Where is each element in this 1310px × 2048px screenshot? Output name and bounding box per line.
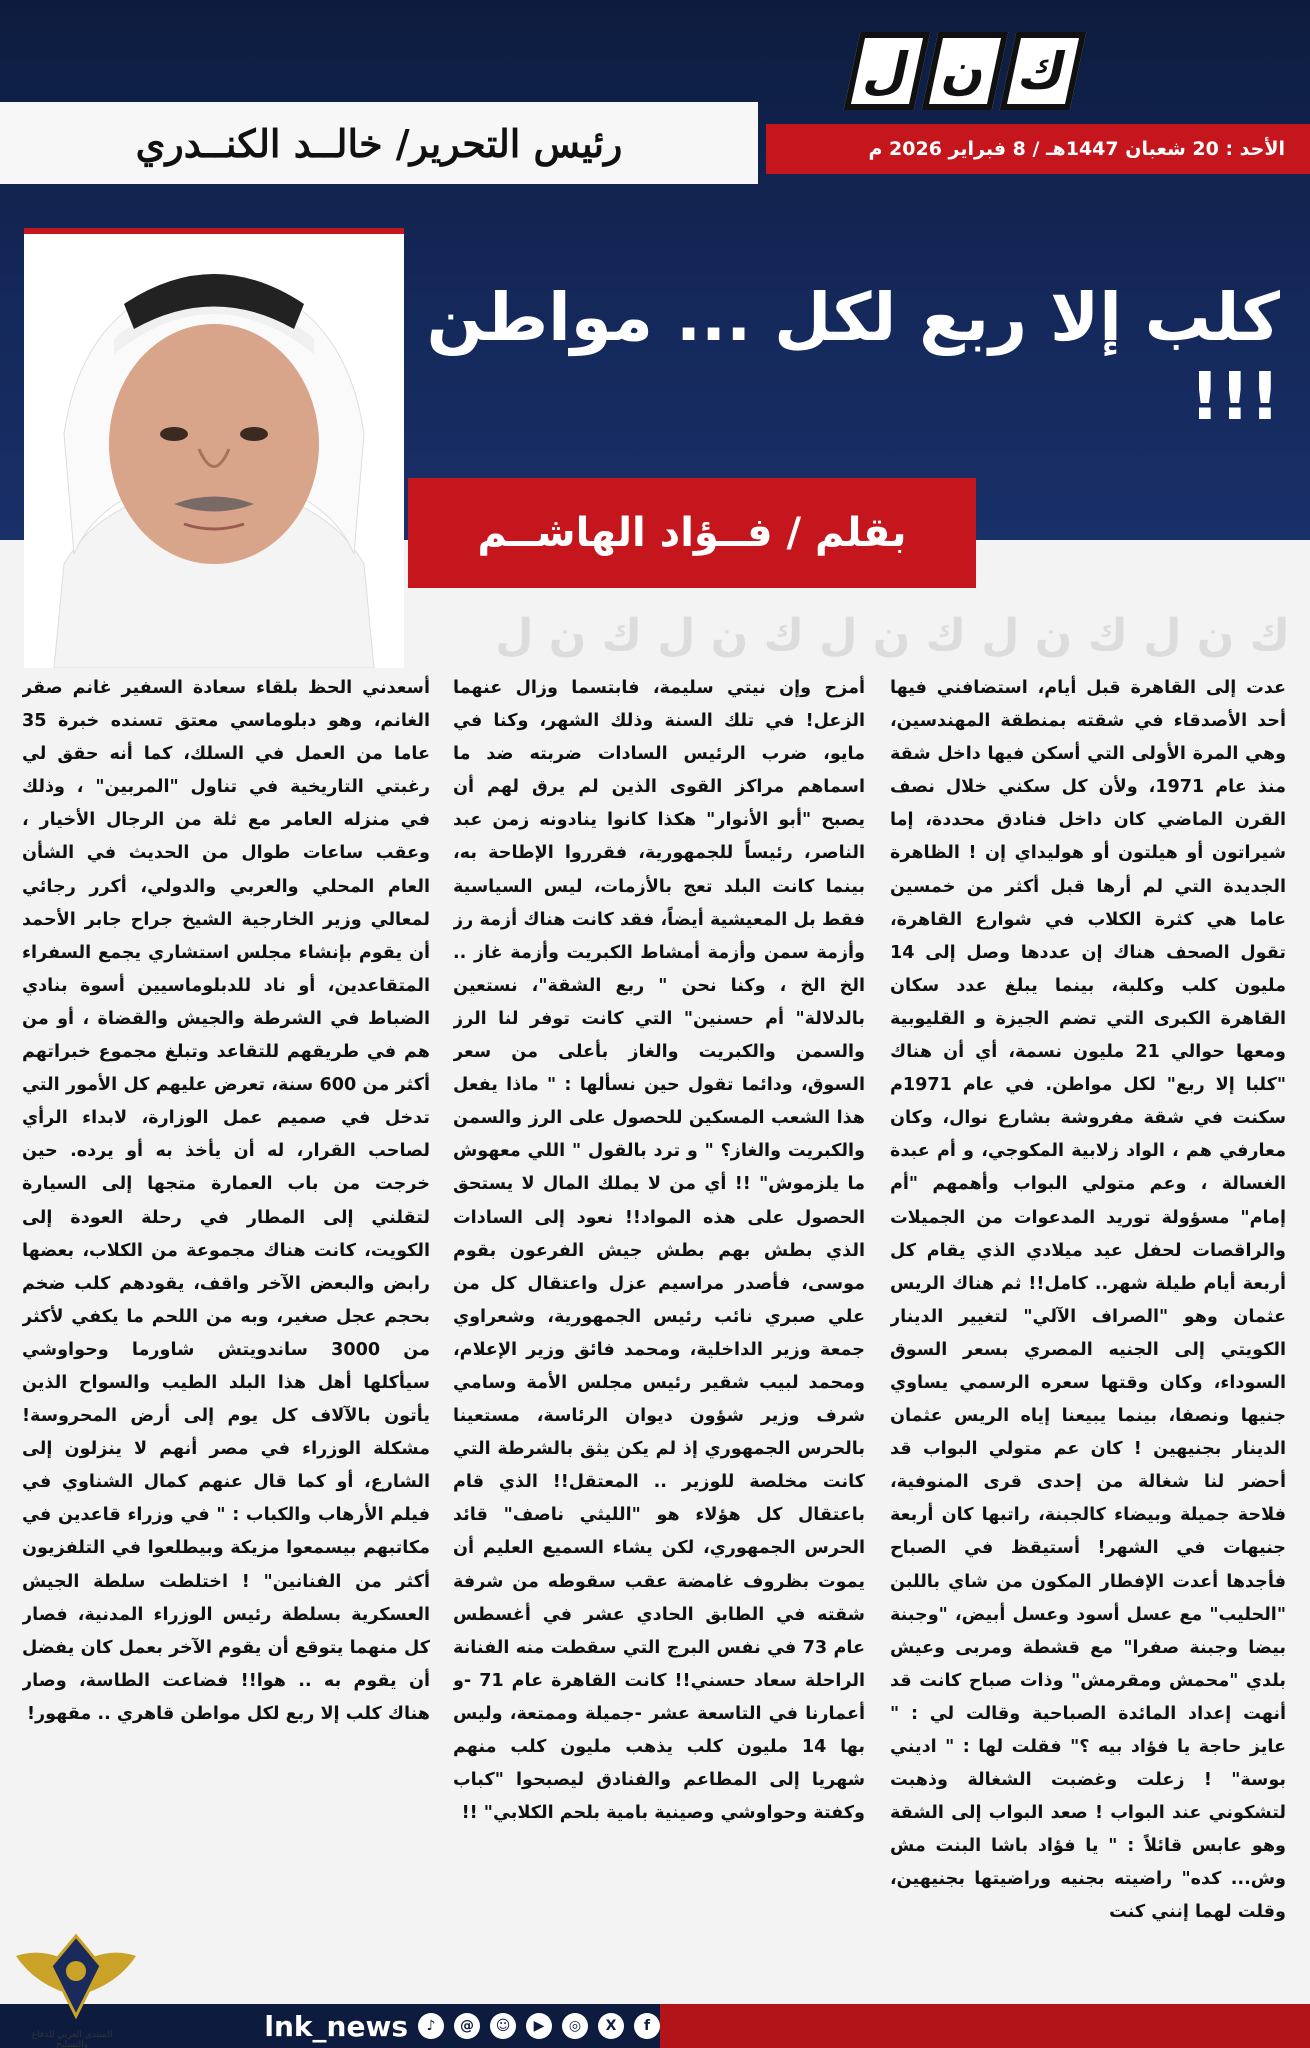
instagram-icon[interactable]: ◎ [562, 2013, 588, 2039]
column-text: أمزح وإن نيتي سليمة، فابتسما وزال عنهما الزعل! في تلك السنة وذلك الشهر، وكنا في مايو، ضرب الرئيس السادات ضربته ضد ما اسماهم مراكز القوى الذين لم يرق لهم أن يصبح "أبو الأنوار" هكذا كانوا ينادونه زمن عبد الناصر، رئيساً للجمهورية، فقرروا الإطاحة به، بينما كانت البلد تعج بالأزمات، ليس السياسية فقط بل المعيشية أيضاً، فقد كانت هناك أزمة رز وأزمة سمن وأزمة أمشاط الكبريت وأزمة غاز .. الخ الخ ، وكنا نحن " ربع الشقة"، نستعين بالدلالة" أم حسنين" التي كانت توفر لنا الرز والسمن والكبريت والغاز بأعلى من سعر السوق، ودائما تقول حين نسألها : " ماذا يفعل هذا الشعب المسكين للحصول على الرز والسمن والكبريت والغاز؟ " و ترد بالقول " اللي معهوش ما يلزموش" !! أي من لا يملك المال لا يستحق الحصول على هذه المواد!! نعود إلى السادات الذي بطش بهم بطش جيش الفرعون بقوم موسى، فأصدر مراسيم عزل واعتقال كل من علي صبري نائب رئيس الجمهورية، وشعراوي جمعة وزير الداخلية، ومحمد فائق وزير الإعلام، ومحمد لبيب شقير رئيس مجلس الأمة وسامي شرف وزير شؤون ديوان الرئاسة، مستعينا بالحرس الجمهوري إذ لم يكن يثق بالشرطة التي كانت مخلصة للوزير .. المعتقل!! الذي قام باعتقال كل هؤلاء هو "الليثي ناصف" قائد الحرس الجمهوري، لكن يشاء السميع العليم أن يموت بظروف غامضة عقب سقوطه من شرفة شقته في الطابق الحادي عشر في أغسطس عام 73 في نفس البرج التي سقطت منه الفنانة الراحلة سعاد حسني!! كانت القاهرة عام 71 -و أعمارنا في التاسعة عشر -جميلة وممتعة، وليس بها 14 مليون كلب يذهب مليون كلب منهم شهريا إلى المطاعم والفنادق ليصبحوا "كباب وكفتة وحواوشي وصينية بامية بلحم الكلابي" !! [453, 678, 865, 1824]
article-column-2 [453, 672, 865, 2002]
snapchat-icon[interactable]: ☺ [490, 2013, 516, 2039]
logo-letter: ك [1000, 32, 1087, 110]
tiktok-icon[interactable]: ♪ [418, 2013, 444, 2039]
article-byline: بقلم / فــؤاد الهاشــم [408, 478, 976, 588]
logo-letter: ل [844, 32, 931, 110]
author-portrait-illustration [24, 234, 404, 668]
issue-date: الأحد : 20 شعبان 1447هـ / 8 فبراير 2026 م [766, 124, 1310, 174]
facebook-icon[interactable]: f [634, 2013, 660, 2039]
article-column-3 [22, 672, 430, 2002]
forum-badge-caption: المنتدى العربي للدفاع والتسليح [31, 2030, 113, 2048]
threads-icon[interactable]: @ [454, 2013, 480, 2039]
article-title: كلب إلا ربع لكل ... مواطن !!! [426, 279, 1280, 436]
article-column-1 [890, 672, 1286, 2002]
editor-in-chief: رئيس التحرير/ خالــد الكنــدري [0, 102, 758, 184]
author-photo [24, 228, 404, 668]
logo-watermark: ك ن ل ك ن ل ك ن ل ك ن ل ك ن ل [495, 610, 1290, 661]
forum-badge-icon [6, 1916, 146, 2048]
site-logo [852, 32, 1078, 110]
x-icon[interactable]: X [598, 2013, 624, 2039]
youtube-icon[interactable]: ▶ [526, 2013, 552, 2039]
logo-letter: ن [922, 32, 1009, 110]
column-text: عدت إلى القاهرة قبل أيام، استضافني فيها أحد الأصدقاء في شقته بمنطقة المهندسين، وهي المرة الأولى التي أسكن فيها داخل شقة منذ عام 1971، ولأن كل سكني خلال نصف القرن الماضي كان داخل فنادق محددة، إما شيراتون أو هيلتون أو هوليداي إن ! الظاهرة الجديدة التي لم أرها قبل أكثر من خمسين عاما هي كثرة الكلاب في شوارع القاهرة، تقول الصحف هناك إن عددها وصل إلى 14 مليون كلب وكلبة، بينما يبلغ عدد سكان القاهرة الكبرى التي تضم الجيزة و القليوبية ومعها حوالي 21 مليون نسمة، أي أن هناك "كلبا إلا ربع" لكل مواطن. في عام 1971م سكنت في شقة مفروشة بشارع نوال، وكان معارفي هم ، الواد زلابية المكوجي، و أم عبدة الغسالة ، وعم متولي البواب وأهمهم "أم إمام" مسؤولة توريد المدعوات من الجميلات والراقصات لحفل عيد ميلادي الذي يقام كل أربعة أيام طيلة شهر.. كامل!! ثم هناك الريس عثمان وهو "الصراف الآلي" لتغيير الدينار الكويتي إلى الجنيه المصري بسعر السوق السوداء، وكان وقتها سعره الرسمي يساوي جنيها ونصفا، بينما يبيعنا إياه الريس عثمان الدينار بجنيهين ! كان عم متولي البواب قد أحضر لنا شغالة من إحدى قرى المنوفية، فلاحة جميلة وبيضاء كالجبنة، راتبها كان أربعة جنيهات في الشهر! أستيقظ في الصباح فأجدها أعدت الإفطار المكون من شاي باللبن "الحليب" مع عسل أسود وعسل أبيض، "وجبنة بيضا وجبنة صفرا" مع قشطة ومربى وعيش بلدي "محمش ومقرمش" وذات صباح كانت قد أنهت إعداد المائدة الصباحية وقالت لي : " عايز حاجة يا فؤاد بيه ؟" فقلت لها : " اديني بوسة" ! زعلت وغضبت الشغالة وذهبت لتشكوني عند البواب ! صعد البواب إلى الشقة وهو عابس قائلاً : " يا فؤاد باشا البنت مش وش... كده" راضيته بجنيه وراضيتها بجنيهين، وقلت لهما إنني كنت [890, 678, 1286, 1923]
column-text: أسعدني الحظ بلقاء سعادة السفير غانم صقر الغانم، وهو دبلوماسي معتق تسنده خبرة 35 عاما من العمل في السلك، كما أنه حقق لي رغبتي التاريخية في تناول "المربين" ، وذلك في منزله العامر مع ثلة من الرجال الأخيار ، وعقب ساعات طوال من الحديث في الشأن العام المحلي والعربي والدولي، أكرر رجائي لمعالي وزير الخارجية الشيخ جراح جابر الأحمد أن يقوم بإنشاء مجلس استشاري يجمع السفراء المتقاعدين، أو ناد للدبلوماسيين أسوة بنادي الضباط في الشرطة والجيش والقضاة ، أو من هم في طريقهم للتقاعد وتبلغ مجموع خبراتهم أكثر من 600 سنة، تعرض عليهم كل الأمور التي تدخل في صميم عمل الوزارة، لابداء الرأي لصاحب القرار، له أن يأخذ به أو يرده. حين خرجت من باب العمارة متجها إلى السيارة لتقلني إلى المطار في رحلة العودة إلى الكويت، كانت هناك مجموعة من الكلاب، بعضها رابض والبعض الآخر واقف، يقودهم كلب ضخم بحجم عجل صغير، وبه من اللحم ما يكفي لأكثر من 3000 ساندويتش شاورما وحواوشي سيأكلها أهل هذا البلد الطيب والسواح الذين يأتون بالآلاف كل يوم إلى أرض المحروسة! مشكلة الوزراء في مصر أنهم لا ينزلون إلى الشارع، أو كما قال عنهم كمال الشناوي في فيلم الأرهاب والكباب : " في وزراء قاعدين في مكاتبهم بيسمعوا مزيكة وبيطلعوا في التلفزيون أكثر من الفنانين" ! اختلطت سلطة الجيش العسكرية بسلطة رئيس الوزراء المدنية، فصار كل منهما يتوقع أن يقوم الآخر بعمل كان يفضل أن يقوم به .. هوا!! فضاعت الطاسة، وصار هناك كلب إلا ربع لكل مواطن قاهري .. مقهور! [22, 678, 430, 1724]
social-handle[interactable]: lnk_news [264, 2009, 408, 2043]
